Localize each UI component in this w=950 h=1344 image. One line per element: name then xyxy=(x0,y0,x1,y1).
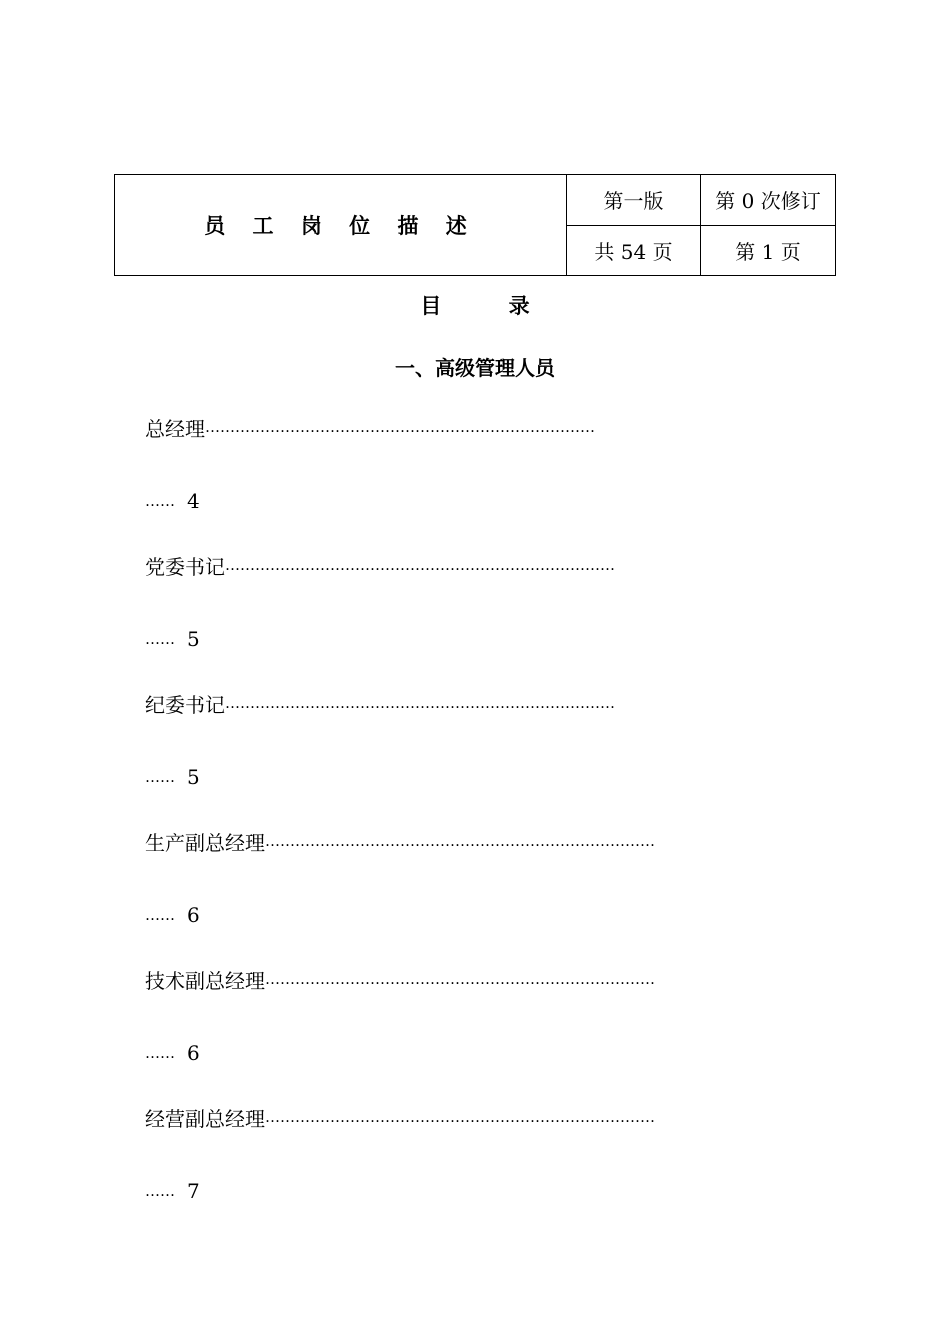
document-title: 员 工 岗 位 描 述 xyxy=(115,175,567,276)
toc-entry-page: 7 xyxy=(187,1179,200,1203)
toc-page-dots: …… xyxy=(145,1044,175,1062)
toc-page-dots: …… xyxy=(145,1182,175,1200)
toc-leader: …………………………………………………………………… xyxy=(265,1108,655,1126)
toc-leader: …………………………………………………………………… xyxy=(265,832,655,850)
toc-entry[interactable] xyxy=(145,550,805,654)
toc-entry[interactable] xyxy=(145,688,805,792)
toc-entry-label: 党委书记 xyxy=(145,554,225,579)
toc-entry-page: 4 xyxy=(187,489,200,513)
toc-page-dots: …… xyxy=(145,906,175,924)
toc-entry[interactable] xyxy=(145,412,805,516)
toc-page-dots: …… xyxy=(145,768,175,786)
toc-entry-page: 5 xyxy=(187,627,200,651)
toc-title: 目 录 xyxy=(420,293,530,318)
toc-leader: …………………………………………………………………… xyxy=(225,556,615,574)
toc-entry-label: 纪委书记 xyxy=(145,692,225,717)
section-title: 一、高级管理人员 xyxy=(395,356,555,380)
edition-cell: 第一版 xyxy=(567,175,701,226)
toc-entry-label: 经营副总经理 xyxy=(145,1106,265,1131)
document-header-table xyxy=(114,174,836,276)
toc-entry-label: 技术副总经理 xyxy=(145,968,265,993)
toc-entry[interactable] xyxy=(145,826,805,930)
toc-entry-page: 5 xyxy=(187,765,200,789)
total-pages-cell: 共 54 页 xyxy=(567,225,701,276)
toc-leader: …………………………………………………………………… xyxy=(225,694,615,712)
toc-page-dots: …… xyxy=(145,492,175,510)
toc-entry[interactable] xyxy=(145,1102,805,1206)
toc-entry-page: 6 xyxy=(187,903,200,927)
toc-leader: …………………………………………………………………… xyxy=(205,418,595,436)
toc-entry-label: 生产副总经理 xyxy=(145,830,265,855)
toc-leader: …………………………………………………………………… xyxy=(265,970,655,988)
toc-entry-page: 6 xyxy=(187,1041,200,1065)
toc-page-dots: …… xyxy=(145,630,175,648)
toc-entry-label: 总经理 xyxy=(145,416,205,441)
current-page-cell: 第 1 页 xyxy=(701,225,836,276)
toc-entry[interactable] xyxy=(145,964,805,1068)
revision-cell: 第 0 次修订 xyxy=(701,175,836,226)
